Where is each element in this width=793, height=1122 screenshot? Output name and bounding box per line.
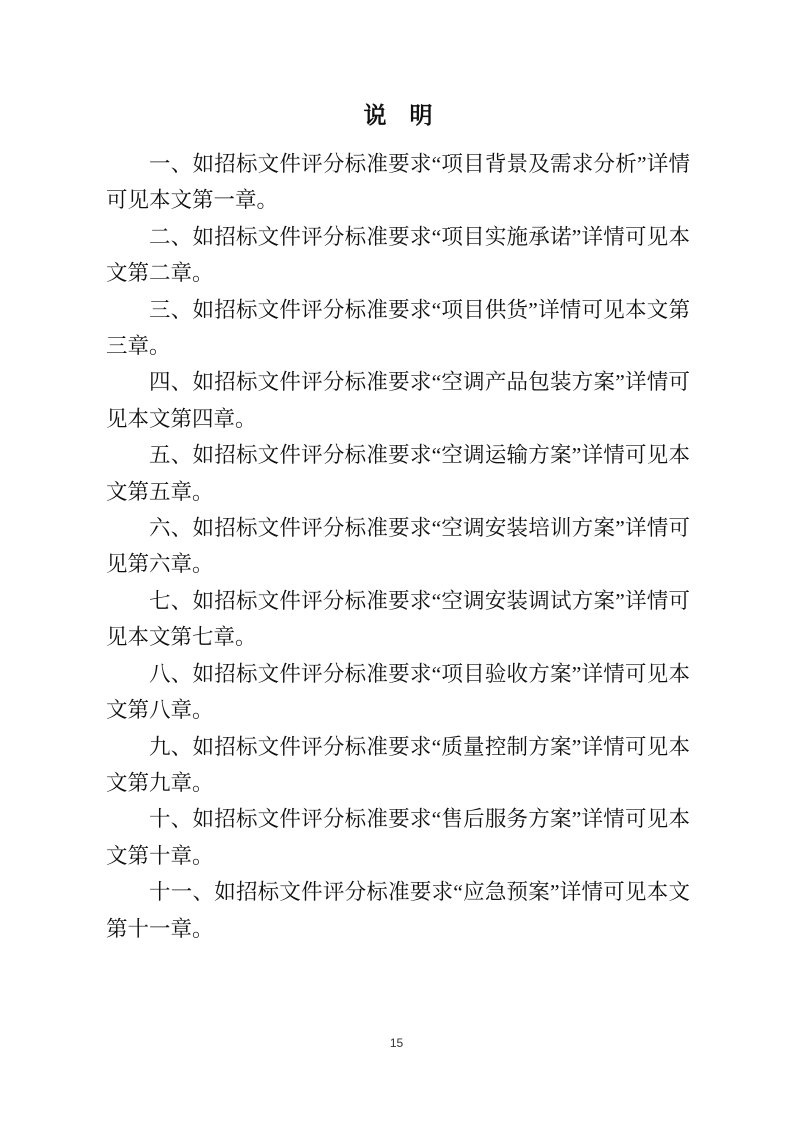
paragraph-5: 五、如招标文件评分标准要求“空调运输方案”详情可见本文第五章。 [106, 443, 690, 504]
paragraph-6: 六、如招标文件评分标准要求“空调安装培训方案”详情可见第六章。 [106, 516, 690, 577]
paragraph-1: 一、如招标文件评分标准要求“项目背景及需求分析”详情可见本文第一章。 [106, 152, 690, 213]
paragraph-8: 八、如招标文件评分标准要求“项目验收方案”详情可见本文第八章。 [106, 661, 690, 723]
page-content [106, 96, 690, 947]
paragraph-10: 十、如招标文件评分标准要求“售后服务方案”详情可见本文第十章。 [106, 807, 690, 868]
paragraph-list [106, 146, 690, 947]
paragraph-9: 九、如招标文件评分标准要求“质量控制方案”详情可见本文第九章。 [106, 734, 690, 795]
page-number: 15 [389, 1036, 404, 1050]
paragraph-7: 七、如招标文件评分标准要求“空调安装调试方案”详情可见本文第七章。 [106, 588, 690, 650]
paragraph-2: 二、如招标文件评分标准要求“项目实施承诺”详情可见本文第二章。 [106, 224, 690, 286]
paragraph-3: 三、如招标文件评分标准要求“项目供货”详情可见本文第三章。 [106, 297, 690, 359]
document-title: 说 明 [363, 103, 433, 128]
paragraph-4: 四、如招标文件评分标准要求“空调产品包装方案”详情可见本文第四章。 [106, 370, 690, 431]
paragraph-11: 十一、如招标文件评分标准要求“应急预案”详情可见本文第十一章。 [106, 880, 690, 941]
